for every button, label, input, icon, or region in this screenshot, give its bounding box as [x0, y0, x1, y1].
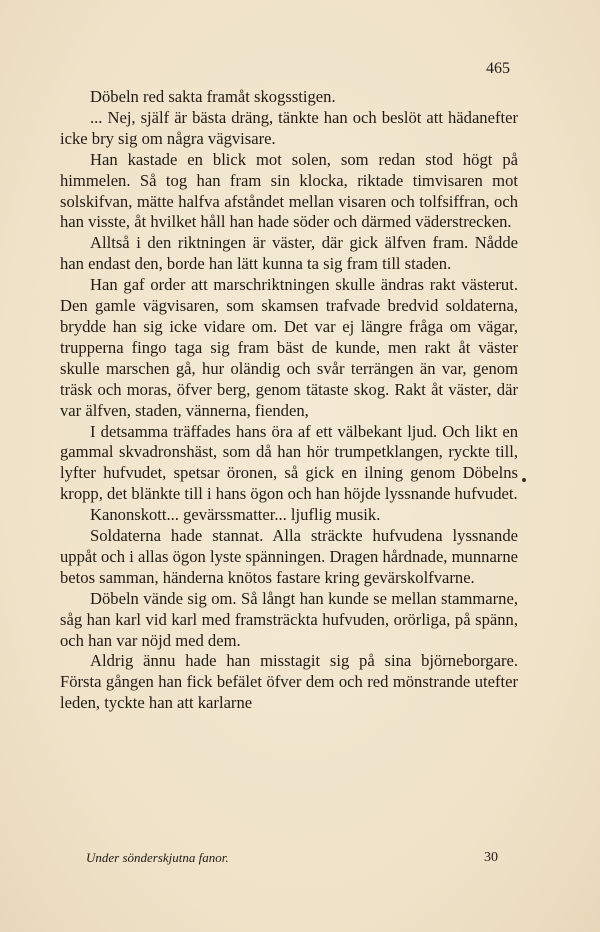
paragraph: Döbeln red sakta framåt skogsstigen.	[90, 87, 336, 106]
paragraph: I detsamma träffades hans öra af ett välbekant ljud. Och likt en gammal skvadronshäst, som då han hör trumpetklangen, ryckte till, lyfter hufvudet, spetsar öronen, så gick en ilning genom Döbelns kropp, det blänkte till i hans ögon och han höjde lyssnande hufvudet.	[60, 421, 518, 504]
paragraph: Kanonskott... gevärssmatter... ljuflig musik.	[90, 505, 381, 525]
paragraph: Döbeln vände sig om. Så långt han kunde se mellan stammarne, såg han karl vid karl med framsträckta hufvuden, orörliga, på spänn, och han var nöjd med dem.	[60, 588, 518, 650]
paragraph: ... Nej, själf är bästa dräng, tänkte han och beslöt att hädanefter icke bry sig om några vägvisare.	[60, 107, 518, 148]
ink-speck	[522, 478, 526, 482]
paragraph: Alltså i den riktningen är väster, där gick älfven fram. Nådde han endast den, borde han lätt kunna ta sig fram till staden.	[60, 233, 518, 274]
paragraph: Aldrig ännu hade han misstagit sig på sina björneborgare. Första gången han fick befälet öfver dem och red mönstrande utefter leden, tyckte han att karlarne	[60, 651, 518, 713]
paragraph: Soldaterna hade stannat. Alla sträckte hufvudena lyssnande uppåt och i allas ögon lyste spänningen. Dragen hårdnade, munnarne betos samman, händerna knötos fastare kring gevärskolfvarne.	[60, 526, 518, 587]
body-text	[60, 87, 518, 714]
footer-signature-mark: 30	[484, 850, 498, 865]
paragraph: Han kastade en blick mot solen, som redan stod högt på himmelen. Så tog han fram sin klocka, riktade timvisaren mot solskifvan, mätte halfva afståndet mellan visaren och tolfsiffran, och han visste, åt hvilket håll han hade söder och därmed väderstrecken.	[60, 149, 518, 232]
footer-book-title: Under sönderskjutna fanor.	[86, 850, 229, 865]
paragraph: Han gaf order att marschriktningen skulle ändras rakt västerut. Den gamle vägvisaren, som skamsen trafvade bredvid soldaterna, brydde han sig icke vidare om. Det var ej längre fråga om vägar, trupperna fingo taga sig fram bäst de kunde, men rakt åt väster skulle marschen gå, hur oländig och svår terrängen än var, genom träsk och moras, öfver berg, genom tätaste skog. Rakt åt väster, där var älfven, staden, vännerna, fienden,	[60, 275, 518, 420]
page-number: 465	[486, 60, 510, 77]
